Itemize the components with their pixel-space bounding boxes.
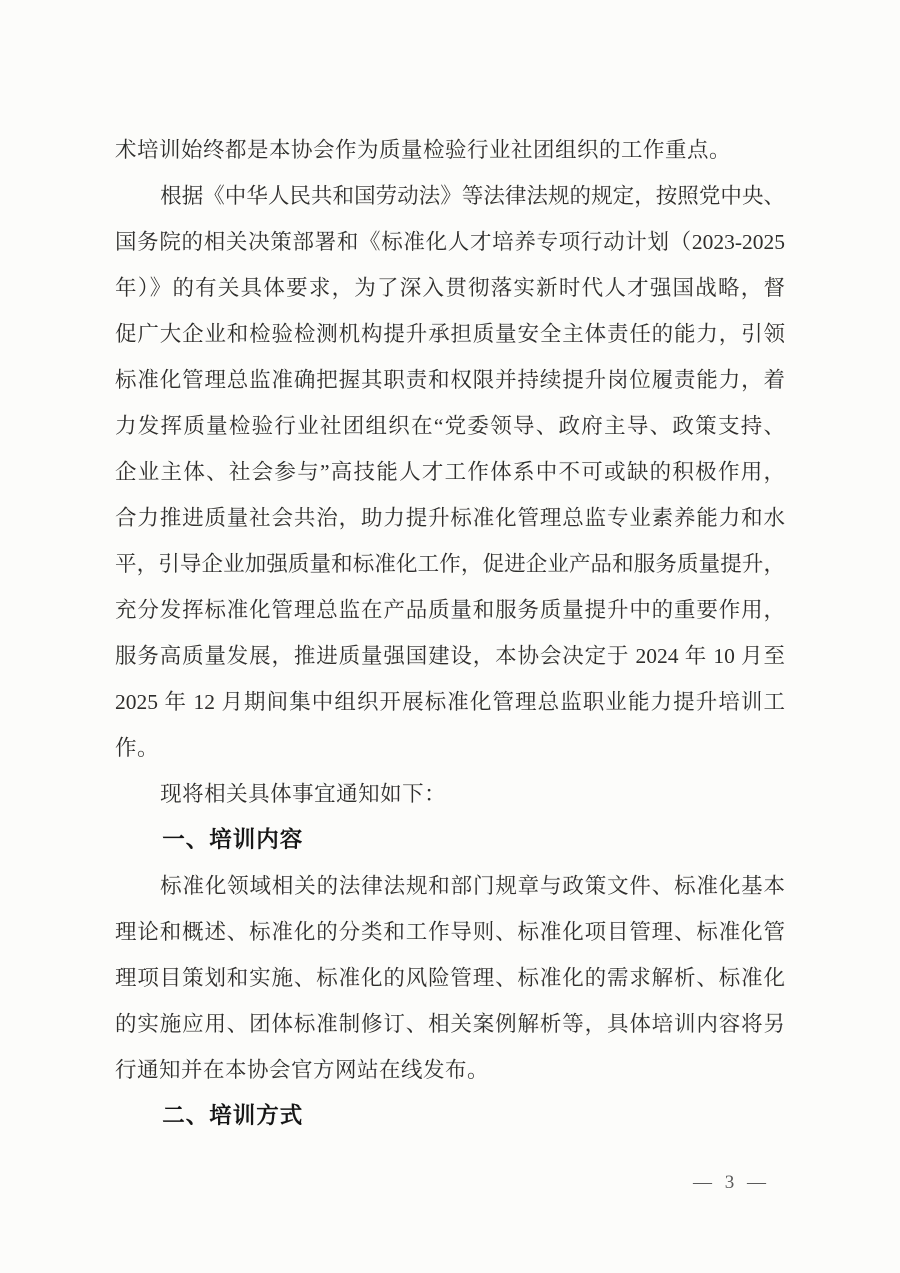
text-line: 年）》的有关具体要求，为了深入贯彻落实新时代人才强国战略，督 [115, 276, 785, 300]
text-line: 理项目策划和实施、标准化的风险管理、标准化的需求解析、标准化 [115, 966, 785, 990]
text-line: 企业主体、社会参与”高技能人才工作体系中不可或缺的积极作用， [115, 460, 785, 484]
text-line: 国务院的相关决策部署和《标准化人才培养专项行动计划（2023-2025 [115, 230, 785, 254]
text-line: 根据《中华人民共和国劳动法》等法律法规的规定，按照党中央、 [160, 184, 785, 208]
text-line: 作。 [115, 736, 160, 760]
document-body [115, 127, 785, 1139]
text-line: 平，引导企业加强质量和标准化工作，促进企业产品和服务质量提升， [115, 552, 785, 576]
text-line: 的实施应用、团体标准制修订、相关案例解析等，具体培训内容将另 [115, 1012, 785, 1036]
text-line: 合力推进质量社会共治，助力提升标准化管理总监专业素养能力和水 [115, 506, 785, 530]
section-heading: 二、培训方式 [162, 1103, 304, 1128]
text-line: 标准化领域相关的法律法规和部门规章与政策文件、标准化基本 [160, 874, 785, 898]
text-line: 充分发挥标准化管理总监在产品质量和服务质量提升中的重要作用， [115, 598, 785, 622]
text-line: 行通知并在本协会官方网站在线发布。 [115, 1058, 490, 1082]
text-line: 现将相关具体事宜通知如下： [160, 782, 447, 806]
text-line: 标准化管理总监准确把握其职责和权限并持续提升岗位履责能力，着 [115, 368, 785, 392]
text-line: 2025 年 12 月期间集中组织开展标准化管理总监职业能力提升培训工 [115, 690, 785, 714]
page-number: — 3 — [693, 1172, 770, 1193]
text-line: 理论和概述、标准化的分类和工作导则、标准化项目管理、标准化管 [115, 920, 785, 944]
text-line: 力发挥质量检验行业社团组织在“党委领导、政府主导、政策支持、 [115, 414, 785, 438]
section-heading: 一、培训内容 [162, 827, 304, 852]
text-line: 促广大企业和检验检测机构提升承担质量安全主体责任的能力，引领 [115, 322, 785, 346]
text-line: 服务高质量发展，推进质量强国建设，本协会决定于 2024 年 10 月至 [115, 644, 785, 668]
text-line: 术培训始终都是本协会作为质量检验行业社团组织的工作重点。 [115, 138, 732, 162]
